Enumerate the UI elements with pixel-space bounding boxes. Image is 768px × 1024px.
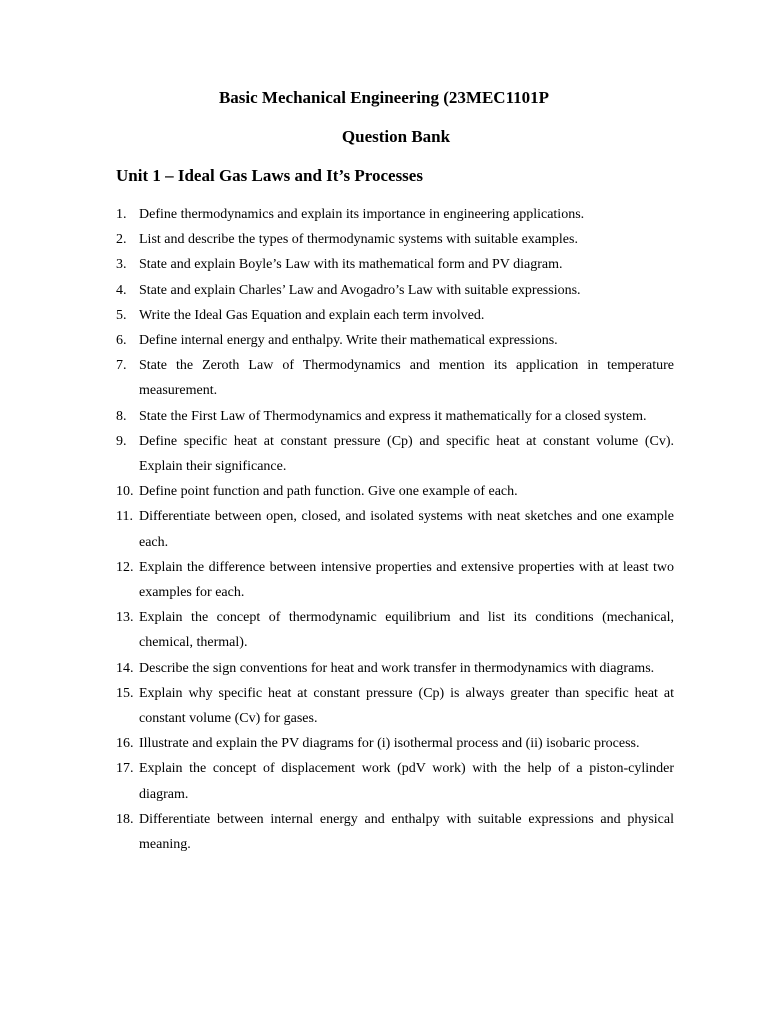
question-number: 13. <box>116 610 134 626</box>
question-item-16 <box>116 731 674 756</box>
question-item-6 <box>116 328 674 353</box>
question-number: 2. <box>116 232 127 248</box>
question-item-2 <box>116 227 674 252</box>
question-item-7 <box>116 353 674 403</box>
question-number: 16. <box>116 736 134 752</box>
question-list <box>116 202 674 857</box>
question-number: 4. <box>116 282 127 298</box>
question-item-1 <box>116 202 674 227</box>
question-item-11 <box>116 504 674 554</box>
question-text: Differentiate between internal energy and enthalpy with suitable expressions and physical meaning. <box>139 811 674 853</box>
question-text: Explain the difference between intensive properties and extensive properties with at least two examples for each. <box>139 559 674 601</box>
question-text: State the First Law of Thermodynamics and express it mathematically for a closed system. <box>139 408 647 424</box>
question-number: 7. <box>116 358 127 374</box>
document-subtitle: Question Bank <box>341 127 451 146</box>
question-number: 11. <box>116 509 133 525</box>
question-text: Define point function and path function. Give one example of each. <box>139 484 518 500</box>
question-text: Illustrate and explain the PV diagrams for (i) isothermal process and (ii) isobaric process. <box>139 736 640 752</box>
question-item-12 <box>116 555 674 605</box>
question-number: 6. <box>116 333 127 349</box>
question-number: 5. <box>116 307 127 323</box>
question-number: 14. <box>116 660 134 676</box>
question-item-3 <box>116 252 674 277</box>
question-item-13 <box>116 605 674 655</box>
question-number: 9. <box>116 433 127 449</box>
question-text: Describe the sign conventions for heat and work transfer in thermodynamics with diagrams. <box>139 660 655 676</box>
question-text: State and explain Charles’ Law and Avogadro’s Law with suitable expressions. <box>139 282 581 298</box>
question-text: Define thermodynamics and explain its importance in engineering applications. <box>139 207 585 222</box>
question-text: Define internal energy and enthalpy. Write their mathematical expressions. <box>139 333 558 349</box>
question-item-9 <box>116 429 674 479</box>
question-text: List and describe the types of thermodynamic systems with suitable examples. <box>139 232 578 248</box>
question-item-15 <box>116 681 674 731</box>
question-number: 1. <box>116 207 127 222</box>
question-item-10 <box>116 479 674 504</box>
question-text: Explain the concept of displacement work (pdV work) with the help of a piston-cylinder diagram. <box>139 761 674 802</box>
question-number: 3. <box>116 257 127 273</box>
question-item-17 <box>116 756 674 806</box>
question-number: 15. <box>116 685 134 701</box>
question-text: Differentiate between open, closed, and isolated systems with neat sketches and one example each. <box>139 509 674 550</box>
question-text: Write the Ideal Gas Equation and explain each term involved. <box>139 307 485 323</box>
question-text: Explain the concept of thermodynamic equilibrium and list its conditions (mechanical, chemical, thermal). <box>139 610 674 651</box>
question-text: State and explain Boyle’s Law with its mathematical form and PV diagram. <box>139 257 563 273</box>
question-text: State the Zeroth Law of Thermodynamics and mention its application in temperature measurement. <box>139 358 674 399</box>
question-number: 12. <box>116 559 134 575</box>
question-text: Define specific heat at constant pressure (Cp) and specific heat at constant volume (Cv). Explain their significance. <box>139 433 674 475</box>
question-item-14 <box>116 656 674 681</box>
question-number: 8. <box>116 408 127 424</box>
question-item-4 <box>116 278 674 303</box>
question-number: 18. <box>116 811 134 827</box>
question-item-5 <box>116 303 674 328</box>
question-text: Explain why specific heat at constant pressure (Cp) is always greater than specific heat at constant volume (Cv) for gases. <box>139 685 674 727</box>
question-item-8 <box>116 404 674 429</box>
document-title: Basic Mechanical Engineering (23MEC1101P <box>218 88 550 107</box>
question-item-18 <box>116 807 674 857</box>
question-number: 17. <box>116 761 134 777</box>
unit-heading: Unit 1 – Ideal Gas Laws and It’s Processes <box>116 166 423 185</box>
question-number: 10. <box>116 484 134 500</box>
